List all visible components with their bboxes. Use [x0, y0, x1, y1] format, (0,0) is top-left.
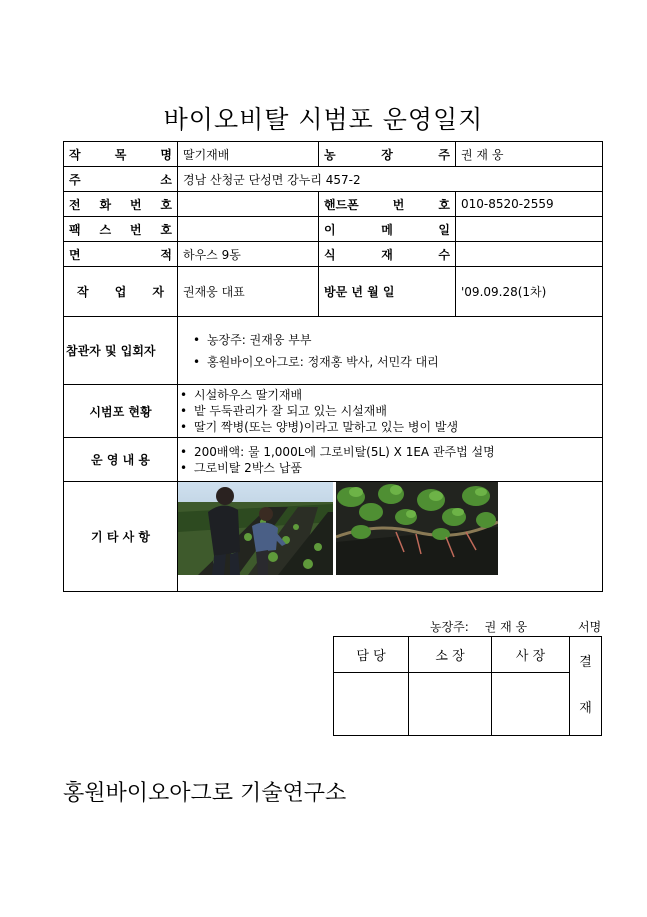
- planting-label: 식 재 수: [319, 242, 456, 267]
- status-item: • 딸기 짝병(또는 양병)이라고 말하고 있는 병이 발생: [180, 419, 597, 435]
- operation-item: • 200배액: 물 1,000L에 그로비탈(5L) X 1EA 관주법 설명: [180, 444, 597, 460]
- organization-footer: 홍원바이오아그로 기술연구소: [63, 781, 347, 806]
- info-table: [63, 141, 603, 592]
- address-value: 경남 산청군 단성면 강누리 457-2: [178, 167, 603, 192]
- attendee-item: • 홍원바이오아그로: 정재홍 박사, 서민각 대리: [193, 351, 597, 373]
- mobile-label: 핸드폰 번 호: [319, 192, 456, 217]
- mobile-value: 010-8520-2559: [456, 192, 603, 217]
- farm-owner-label: 농 장 주: [319, 142, 456, 167]
- approval-sign-president: [492, 673, 570, 736]
- phone-label: 전 화 번 호: [64, 192, 178, 217]
- owner-name: 권 재 웅: [484, 620, 528, 634]
- phone-value: [178, 192, 319, 217]
- approval-table: [333, 636, 602, 736]
- operations-value: [178, 438, 603, 482]
- attendee-item: • 농장주: 권재웅 부부: [193, 329, 597, 351]
- visit-date-value: '09.09.28(1차): [456, 267, 603, 317]
- email-label: 이 메 일: [319, 217, 456, 242]
- owner-label: 농장주:: [430, 620, 469, 634]
- status-label: 시범포 현황: [64, 385, 178, 438]
- operations-label: 운 영 내 용: [64, 438, 178, 482]
- attendees-label: 참관자 및 입회자: [64, 317, 178, 385]
- approval-sign-staff: [334, 673, 409, 736]
- operation-item: • 그로비탈 2박스 납품: [180, 460, 597, 476]
- approval-side-label: 결 재: [570, 637, 602, 736]
- area-value: 하우스 9동: [178, 242, 319, 267]
- document-title: 바이오비탈 시범포 운영일지: [163, 105, 484, 134]
- misc-label: 기 타 사 항: [64, 482, 178, 592]
- strawberry-plants-photo: [336, 482, 498, 575]
- status-item: • 시설하우스 딸기재배: [180, 387, 597, 403]
- crop-value: 딸기재배: [178, 142, 319, 167]
- address-label: 주 소: [64, 167, 178, 192]
- fax-label: 팩 스 번 호: [64, 217, 178, 242]
- email-value: [456, 217, 603, 242]
- visit-date-label: 방문 년 월 일: [319, 267, 456, 317]
- approval-header-staff: 담 당: [334, 637, 409, 673]
- approval-sign-director: [409, 673, 492, 736]
- greenhouse-workers-photo: [178, 482, 333, 575]
- crop-label: 작 목 명: [64, 142, 178, 167]
- attendees-value: [178, 317, 603, 385]
- status-item: • 밭 두둑관리가 잘 되고 있는 시설재배: [180, 403, 597, 419]
- worker-label: 작 업 자: [64, 267, 178, 317]
- planting-value: [456, 242, 603, 267]
- approval-header-president: 사 장: [492, 637, 570, 673]
- fax-value: [178, 217, 319, 242]
- farm-owner-signature-label: [430, 618, 527, 635]
- sign-label: 서명: [578, 620, 602, 634]
- farm-owner-value: 권 재 웅: [456, 142, 603, 167]
- area-label: 면 적: [64, 242, 178, 267]
- worker-value: 권재웅 대표: [178, 267, 319, 317]
- approval-header-director: 소 장: [409, 637, 492, 673]
- status-value: [178, 385, 603, 438]
